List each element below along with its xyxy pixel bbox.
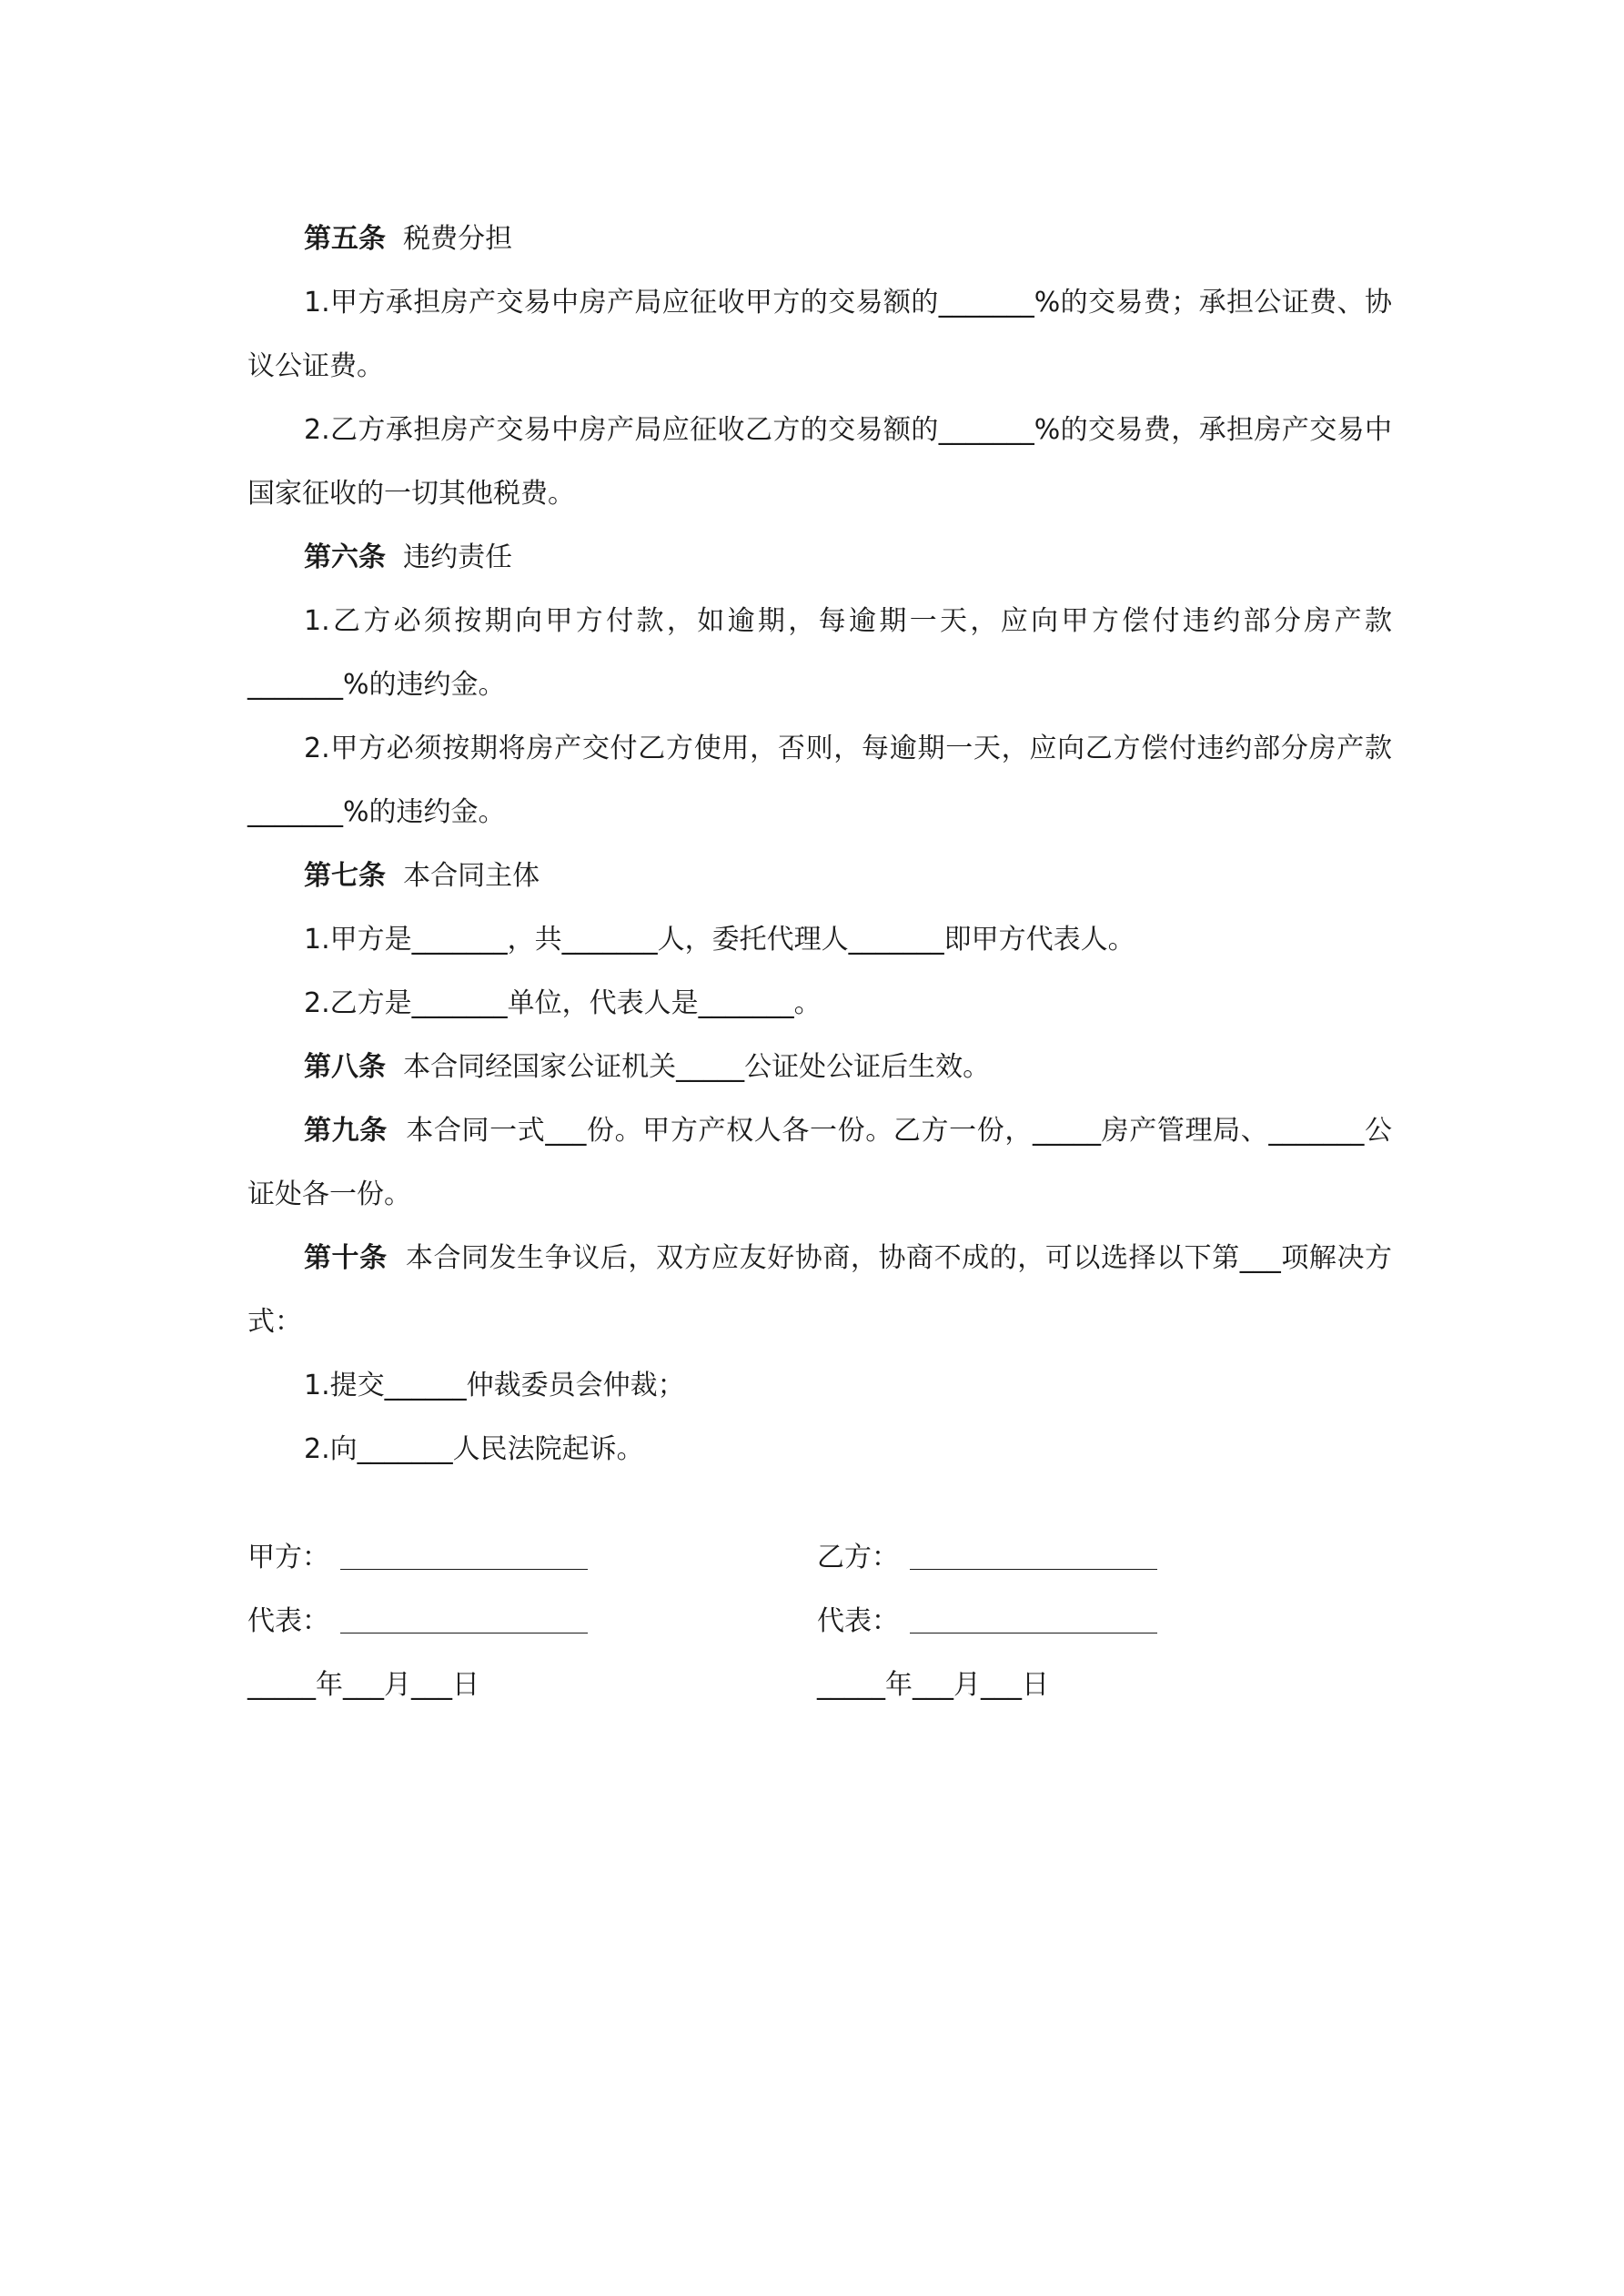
article-number: 第五条 xyxy=(304,223,386,255)
article-title: 违约责任 xyxy=(403,541,513,573)
clause-5-2: 2.乙方承担房产交易中房产局应征收乙方的交易额的_______%的交易费，承担房产交易中国家征收的一切其他税费。 xyxy=(247,414,1392,510)
signature-underline xyxy=(910,1605,1157,1633)
contract-body xyxy=(247,207,1392,1482)
clause-10-2: 2.向_______人民法院起诉。 xyxy=(304,1433,644,1465)
party-b-signature-line xyxy=(817,1540,1157,1576)
article-6-heading xyxy=(247,526,1392,590)
article-title: 税费分担 xyxy=(403,223,513,255)
article-text: 本合同发生争议后，双方应友好协商，协商不成的，可以选择以下第___项解决方式： xyxy=(247,1242,1393,1338)
party-a-label: 甲方： xyxy=(247,1542,329,1573)
clause-6-1: 1.乙方必须按期向甲方付款，如逾期，每逾期一天，应向甲方偿付违约部分房产款_______%的违约金。 xyxy=(247,605,1392,701)
clause-5-1: 1.甲方承担房产交易中房产局应征收甲方的交易额的_______%的交易费；承担公证费、协议公证费。 xyxy=(247,287,1392,382)
representative-label: 代表： xyxy=(817,1605,899,1637)
signature-underline xyxy=(910,1542,1157,1570)
party-a-signature-line xyxy=(247,1540,588,1576)
article-9 xyxy=(247,1099,1392,1227)
party-a-date: _____年___月___日 xyxy=(247,1669,479,1701)
signature-underline xyxy=(340,1605,588,1633)
article-number: 第十条 xyxy=(304,1242,388,1274)
article-7-heading xyxy=(247,845,1392,908)
article-text: 本合同经国家公证机关_____公证处公证后生效。 xyxy=(403,1051,991,1083)
clause-7-2: 2.乙方是_______单位，代表人是_______。 xyxy=(304,987,822,1019)
article-text: 本合同一式___份。甲方产权人各一份。乙方一份，_____房产管理局、_______公证处各一份。 xyxy=(247,1115,1393,1210)
article-8 xyxy=(247,1036,1392,1099)
party-a-representative-line xyxy=(247,1603,588,1640)
clause-6-2: 2.甲方必须按期将房产交付乙方使用，否则，每逾期一天，应向乙方偿付违约部分房产款_______%的违约金。 xyxy=(247,733,1392,828)
representative-label: 代表： xyxy=(247,1605,329,1637)
article-number: 第八条 xyxy=(304,1051,386,1083)
signature-underline xyxy=(340,1542,588,1570)
party-b-representative-line xyxy=(817,1603,1157,1640)
clause-10-1: 1.提交______仲裁委员会仲裁； xyxy=(304,1370,685,1401)
article-title: 本合同主体 xyxy=(403,860,540,892)
article-5-heading xyxy=(247,207,1392,271)
article-number: 第七条 xyxy=(304,860,386,892)
article-number: 第六条 xyxy=(304,541,386,573)
article-number: 第九条 xyxy=(304,1115,388,1147)
article-10 xyxy=(247,1227,1392,1354)
clause-7-1: 1.甲方是_______，共_______人，委托代理人_______即甲方代表人。 xyxy=(304,924,1135,956)
party-b-date: _____年___月___日 xyxy=(817,1669,1049,1701)
party-b-label: 乙方： xyxy=(817,1542,899,1573)
